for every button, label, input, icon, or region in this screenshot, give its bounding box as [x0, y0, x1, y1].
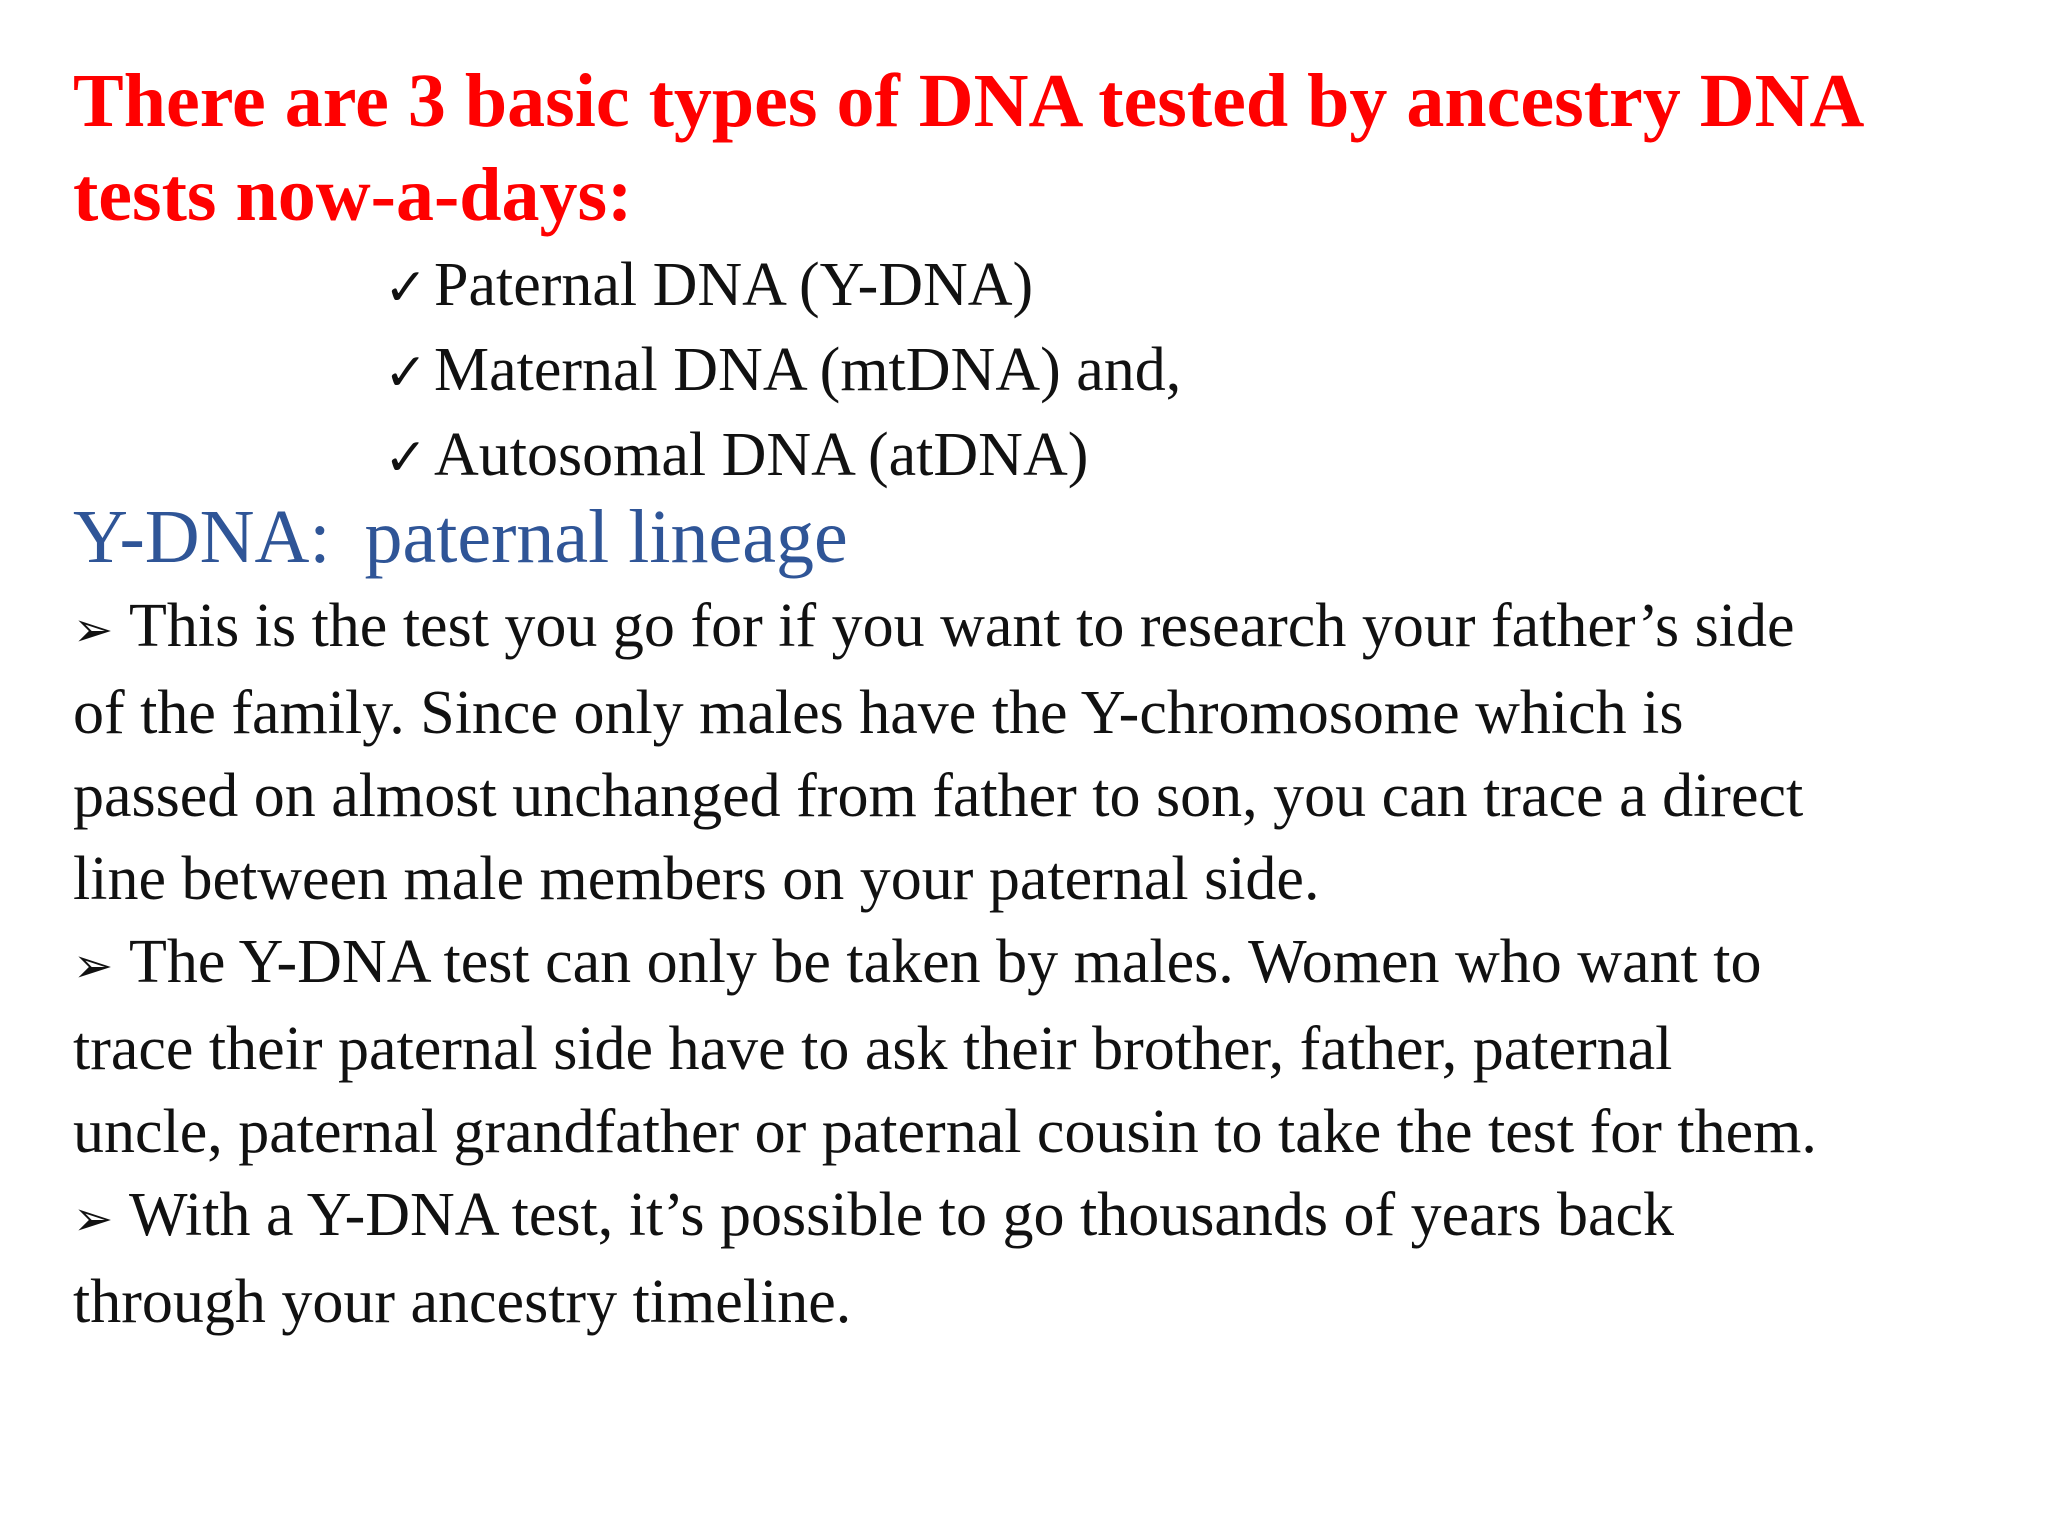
arrow-bullet-icon: ➢	[73, 1191, 114, 1247]
bullet-text: With a Y-DNA test, it’s possible to go thousands of years back	[129, 1181, 1675, 1249]
checklist-item-label: Maternal DNA (mtDNA) and,	[434, 336, 1182, 404]
bullet-text: This is the test you go for if you want to research your father’s side	[129, 592, 1795, 660]
bullet-text: The Y-DNA test can only be taken by males. Women who want to	[129, 928, 1762, 996]
bullet-line	[73, 1174, 2023, 1261]
checklist-item-autosomal	[384, 414, 1181, 499]
arrow-bullet-icon: ➢	[73, 602, 114, 658]
slide-heading	[73, 54, 2023, 242]
bullet-line: through your ancestry timeline.	[73, 1268, 852, 1336]
checklist-item-label: Autosomal DNA (atDNA)	[434, 421, 1089, 489]
arrow-bullet-icon: ➢	[73, 938, 114, 994]
bullet-line: line between male members on your paternal side.	[73, 845, 1320, 913]
section-subtitle: paternal lineage	[364, 495, 848, 579]
checkmark-icon: ✓	[384, 258, 428, 318]
bullet-item-paternal-research	[73, 585, 2023, 921]
bullet-line: uncle, paternal grandfather or paternal cousin to take the test for them.	[73, 1098, 1817, 1166]
checklist-item-label: Paternal DNA (Y-DNA)	[434, 251, 1034, 319]
section-label: Y-DNA:	[73, 495, 331, 579]
dna-types-checklist	[384, 244, 1181, 499]
bullet-line	[73, 921, 2023, 1008]
bullet-item-males-only	[73, 921, 2023, 1174]
checkmark-icon: ✓	[384, 428, 428, 488]
bullet-item-thousands-of-years	[73, 1174, 2023, 1344]
heading-line-1: There are 3 basic types of DNA tested by ancestry DNA	[73, 59, 1865, 143]
ydna-bullet-list	[73, 585, 2023, 1344]
checklist-item-paternal	[384, 244, 1181, 329]
heading-line-2: tests now-a-days:	[73, 153, 633, 237]
checkmark-icon: ✓	[384, 343, 428, 403]
checklist-item-maternal	[384, 329, 1181, 414]
bullet-line: of the family. Since only males have the Y-chromosome which is	[73, 679, 1684, 747]
section-title	[73, 492, 848, 582]
bullet-line: trace their paternal side have to ask their brother, father, paternal	[73, 1015, 1673, 1083]
bullet-line	[73, 585, 2023, 672]
bullet-line: passed on almost unchanged from father to son, you can trace a direct	[73, 762, 1804, 830]
